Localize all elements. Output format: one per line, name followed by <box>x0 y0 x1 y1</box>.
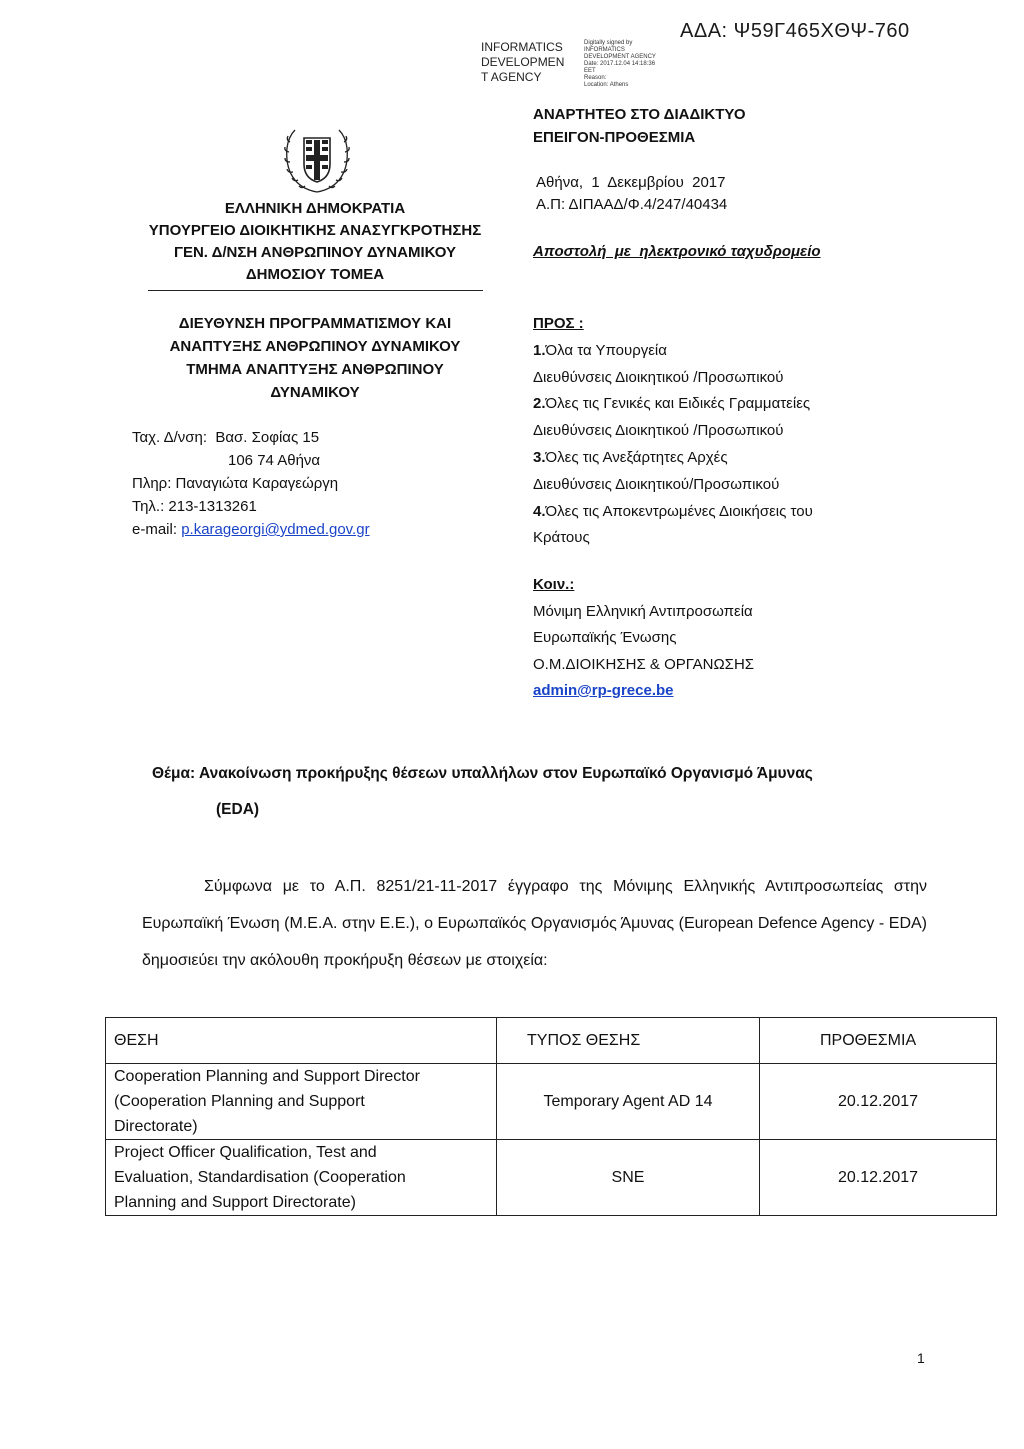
signature-detail-line: DEVELOPMENT AGENCY <box>584 54 656 60</box>
dept-line: ΑΝΑΠΤΥΞΗΣ ΑΝΘΡΩΠΙΝΟΥ ΔΥΝΑΜΙΚΟΥ <box>169 338 461 355</box>
email-row <box>132 518 370 541</box>
recipient-name: Όλα τα Υπουργεία <box>545 341 667 359</box>
signature-detail-line: Date: 2017.12.04 14:18:36 <box>584 61 656 67</box>
send-method: Αποστολή με ηλεκτρονικό ταχυδρομείο <box>533 243 821 260</box>
org-line: ΥΠΟΥΡΓΕΙΟ ΔΙΟΙΚΗΤΙΚΗΣ ΑΝΑΣΥΓΚΡΟΤΗΣΗΣ <box>148 222 482 239</box>
table-header-row <box>106 1018 997 1064</box>
subject-text: Θέμα: Ανακοίνωση προκήρυξης θέσεων υπαλλήλων στον Ευρωπαϊκό Οργανισμό Άμυνας <box>152 765 813 782</box>
address-line: Ταχ. Δ/νση: Βασ. Σοφίας 15 <box>132 429 320 446</box>
position-line: Planning and Support Directorate) <box>114 1194 356 1211</box>
posting-note-line: ΕΠΕΙΓΟΝ-ΠΡΟΘΕΣΜΙΑ <box>533 129 696 146</box>
recipient-number: 1. <box>533 341 546 359</box>
contact-details <box>132 426 370 541</box>
cc-block <box>533 572 754 705</box>
recipients-block <box>533 311 813 552</box>
dept-line: ΔΙΕΥΘΥΝΣΗ ΠΡΟΓΡΑΜΜΑΤΙΣΜΟΥ ΚΑΙ <box>178 315 452 332</box>
recipient-item <box>533 499 813 526</box>
position-line: Project Officer Qualification, Test and <box>114 1144 377 1161</box>
position-line: Cooperation Planning and Support Director <box>114 1068 420 1085</box>
recipient-subline: Κράτους <box>533 529 590 547</box>
greek-emblem-icon <box>282 122 352 194</box>
recipient-item <box>533 445 813 472</box>
position-cell <box>106 1064 497 1140</box>
cc-line: Ευρωπαϊκής Ένωσης <box>533 629 677 646</box>
recipient-number: 4. <box>533 502 546 520</box>
posting-note <box>533 103 746 149</box>
signature-name-line: T AGENCY <box>481 70 542 84</box>
sender-department <box>140 312 490 404</box>
signature-detail-line: Digitally signed by <box>584 40 633 46</box>
header-divider <box>148 290 483 291</box>
recipient-subline: Διευθύνσεις Διοικητικού /Προσωπικού <box>533 422 784 440</box>
deadline-cell: 20.12.2017 <box>760 1140 997 1216</box>
subject-line <box>152 756 942 828</box>
signature-name <box>481 40 581 85</box>
cc-email-link[interactable]: admin@rp-grece.be <box>533 682 674 699</box>
signature-name-line: DEVELOPMEN <box>481 55 565 69</box>
dept-line: ΤΜΗΜΑ ΑΝΑΠΤΥΞΗΣ ΑΝΘΡΩΠΙΝΟΥ <box>186 361 444 378</box>
recipient-number: 3. <box>533 448 546 466</box>
posting-note-line: ΑΝΑΡΤΗΤΕΟ ΣΤΟ ΔΙΑΔΙΚΤΥΟ <box>533 106 746 123</box>
position-line: Directorate) <box>114 1118 198 1135</box>
address-postcode: 106 74 Αθήνα <box>228 452 321 469</box>
position-type-cell: Temporary Agent AD 14 <box>497 1064 760 1140</box>
signature-detail-line: Reason: <box>584 75 607 81</box>
recipient-number: 2. <box>533 395 546 413</box>
date-block <box>536 172 727 216</box>
recipient-item <box>533 391 813 418</box>
page-number: 1 <box>917 1350 925 1366</box>
ada-code: ΑΔΑ: Ψ59Γ465ΧΘΨ-760 <box>680 20 910 42</box>
deadline-cell: 20.12.2017 <box>760 1064 997 1140</box>
subject-text-continued: (EDA) <box>216 801 260 818</box>
contact-person: Πληρ: Παναγιώτα Καραγεώργη <box>132 475 339 492</box>
recipient-subline: Διευθύνσεις Διοικητικού/Προσωπικού <box>533 475 780 493</box>
recipients-heading: ΠΡΟΣ : <box>533 315 584 332</box>
org-line: ΕΛΛΗΝΙΚΗ ΔΗΜΟΚΡΑΤΙΑ <box>224 200 406 217</box>
phone-number: Τηλ.: 213-1313261 <box>132 498 257 515</box>
position-type-cell: SNE <box>497 1140 760 1216</box>
sender-email-link[interactable]: p.karageorgi@ydmed.gov.gr <box>181 521 370 538</box>
sender-organisation <box>140 198 490 286</box>
table-row <box>106 1064 997 1140</box>
recipient-name: Όλες τις Γενικές και Ειδικές Γραμματείες <box>545 395 811 413</box>
column-header-type: ΤΥΠΟΣ ΘΕΣΗΣ <box>497 1018 760 1064</box>
column-header-position: ΘΕΣΗ <box>106 1018 497 1064</box>
org-line: ΔΗΜΟΣΙΟΥ ΤΟΜΕΑ <box>245 266 385 283</box>
positions-table <box>105 1017 997 1216</box>
position-cell <box>106 1140 497 1216</box>
recipient-subline: Διευθύνσεις Διοικητικού /Προσωπικού <box>533 368 784 386</box>
column-header-deadline: ΠΡΟΘΕΣΜΙΑ <box>760 1018 997 1064</box>
dept-line: ΔΥΝΑΜΙΚΟΥ <box>270 384 360 401</box>
protocol-number: Α.Π: ΔΙΠΑΑΔ/Φ.4/247/40434 <box>536 196 728 213</box>
date-line: Αθήνα, 1 Δεκεμβρίου 2017 <box>536 174 726 191</box>
recipient-item <box>533 338 813 365</box>
signature-name-line: INFORMATICS <box>481 40 563 54</box>
cc-heading: Κοιν.: <box>533 576 575 593</box>
signature-details <box>584 40 656 89</box>
email-label: e-mail: <box>132 521 182 538</box>
body-paragraph-block <box>142 868 927 979</box>
recipient-name: Όλες τις Ανεξάρτητες Αρχές <box>545 448 728 466</box>
signature-detail-line: INFORMATICS <box>584 47 625 53</box>
cc-line: Ο.Μ.ΔΙΟΙΚΗΣΗΣ & ΟΡΓΑΝΩΣΗΣ <box>533 655 755 673</box>
signature-detail-line: EET <box>584 68 596 74</box>
body-paragraph: Σύμφωνα με το Α.Π. 8251/21-11-2017 έγγραφο της Μόνιμης Ελληνικής Αντιπροσωπείας στην Ευρωπαϊκή Ένωση (Μ.Ε.Α. στην Ε.Ε.), ο Ευρωπαϊκός Οργανισμός Άμυνας (European Defence Agency - EDA) δημοσιεύει την ακόλουθη προκήρυξη θέσεων με στοιχεία: <box>142 878 927 969</box>
table-row <box>106 1140 997 1216</box>
position-line: Evaluation, Standardisation (Cooperation <box>114 1169 406 1186</box>
position-line: (Cooperation Planning and Support <box>114 1093 365 1110</box>
signature-detail-line: Location: Athens <box>584 82 629 88</box>
recipient-name: Όλες τις Αποκεντρωμένες Διοικήσεις του <box>545 502 813 520</box>
cc-line: Μόνιμη Ελληνική Αντιπροσωπεία <box>533 602 753 620</box>
org-line: ΓΕΝ. Δ/ΝΣΗ ΑΝΘΡΩΠΙΝΟΥ ΔΥΝΑΜΙΚΟΥ <box>173 244 457 261</box>
